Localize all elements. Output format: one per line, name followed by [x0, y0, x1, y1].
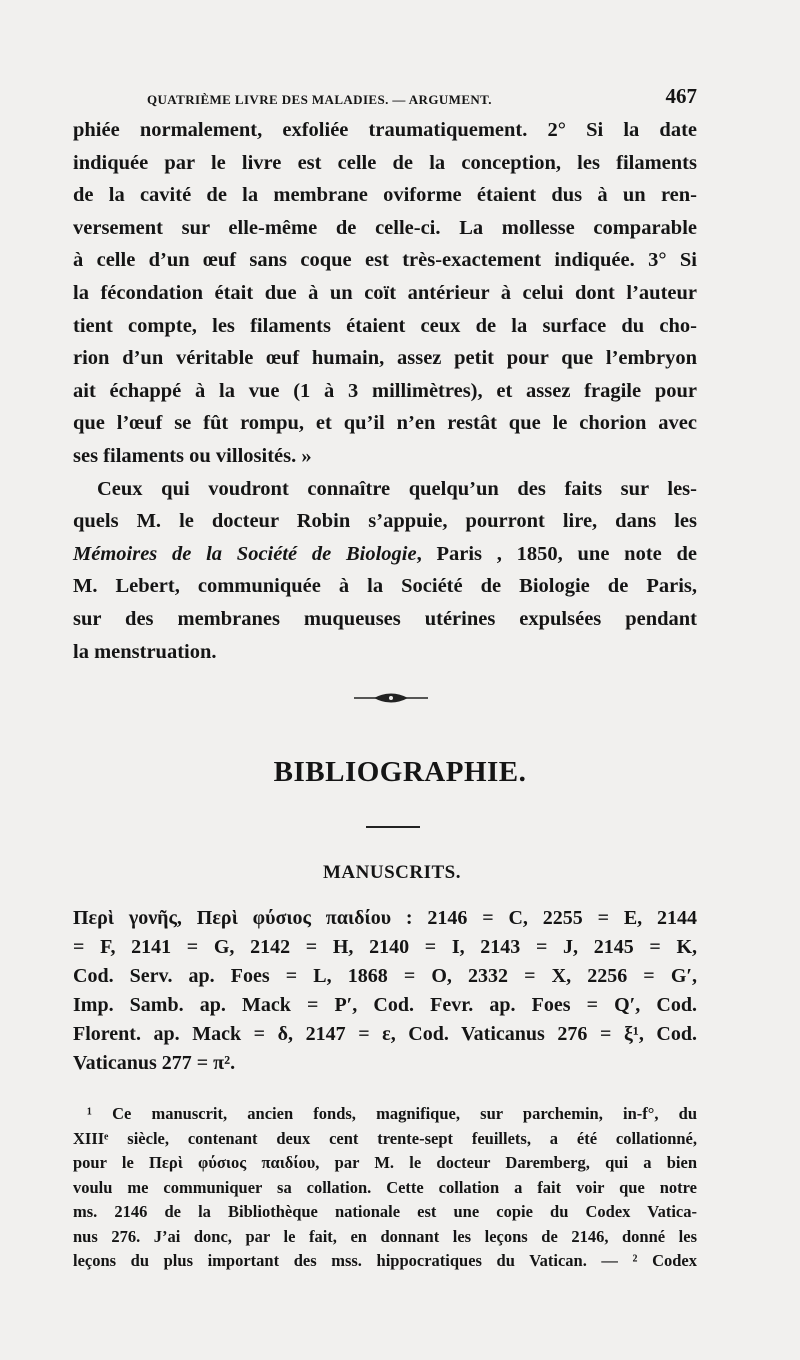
text-line: Cod. Serv. ap. Foes = L, 1868 = O, 2332 = X, 2256 = G′, — [73, 965, 697, 987]
text-line: Περὶ γονῆς, Περὶ φύσιος παιδίου : 2146 = C, 2255 = E, 2144 — [73, 907, 697, 929]
section-title: BIBLIOGRAPHIE. — [273, 756, 527, 788]
footnote-line: ¹ Ce manuscrit, ancien fonds, magnifique, sur parchemin, in-f°, du — [87, 1104, 697, 1123]
text-line: = F, 2141 = G, 2142 = H, 2140 = I, 2143 = J, 2145 = K, — [73, 936, 697, 958]
text-line: sur des membranes muqueuses utérines expulsées pendant — [73, 607, 697, 630]
text-line: Vaticanus 277 = π². — [73, 1052, 236, 1074]
footnote — [73, 1102, 697, 1274]
body-text — [73, 114, 697, 668]
text-line: Florent. ap. Mack = δ, 2147 = ε, Cod. Vaticanus 276 = ξ¹, Cod. — [73, 1023, 697, 1045]
running-title: QUATRIÈME LIVRE DES MALADIES. — ARGUMENT. — [147, 92, 492, 107]
text-line: ait échappé à la vue (1 à 3 millimètres), et assez fragile pour — [73, 379, 697, 402]
footnote-line: leçons du plus important des mss. hippocratiques du Vatican. — ² Codex — [73, 1251, 697, 1270]
section-rule — [366, 826, 420, 828]
ornament-divider — [352, 690, 430, 706]
paragraph-1 — [73, 114, 697, 473]
footnote-line: pour le Περὶ φύσιος παιδίου, par M. le docteur Daremberg, qui a bien — [73, 1153, 697, 1172]
text-line — [73, 538, 697, 571]
text-line: indiquée par le livre est celle de la conception, les filaments — [73, 151, 697, 174]
text-line: que l’œuf se fût rompu, et qu’il n’en restât que le chorion avec — [73, 412, 697, 435]
text-line: rion d’un véritable œuf humain, assez petit pour que l’embryon — [73, 347, 697, 370]
manuscripts-list — [73, 904, 697, 1078]
text-line: phiée normalement, exfoliée traumatiquement. 2° Si la date — [73, 119, 697, 141]
page-header — [73, 86, 697, 112]
footnote-line: nus 276. J’ai donc, par le fait, en donnant les leçons de 2146, donné les — [73, 1226, 697, 1246]
text-line: tient compte, les filaments étaient ceux de la surface du cho- — [73, 314, 697, 337]
text-line: quels M. le docteur Robin s’appuie, pourront lire, dans les — [73, 510, 697, 533]
text-line: la menstruation. — [73, 640, 217, 663]
text-line: à celle d’un œuf sans coque est très-exactement indiquée. 3° Si — [73, 249, 697, 272]
footnote-line: ms. 2146 de la Bibliothèque nationale est une copie du Codex Vatica- — [73, 1202, 697, 1221]
text-line: Ceux qui voudront connaître quelqu’un des faits sur les- — [97, 477, 697, 500]
text-line: de la cavité de la membrane oviforme étaient dus à un ren- — [73, 184, 697, 207]
text-line: ses filaments ou villosités. » — [73, 444, 312, 467]
footnote-line: voulu me communiquer sa collation. Cette collation a fait voir que notre — [73, 1177, 697, 1197]
journal-title: Mémoires de la Société de Biologie — [73, 542, 417, 565]
page-number: 467 — [665, 84, 697, 108]
text-fragment: , Paris , 1850, une note de — [416, 542, 697, 565]
text-line: Imp. Samb. ap. Mack = P′, Cod. Fevr. ap. Foes = Q′, Cod. — [73, 994, 697, 1016]
text-line: M. Lebert, communiquée à la Société de Biologie de Paris, — [73, 575, 697, 598]
text-line: versement sur elle-même de celle-ci. La mollesse comparable — [73, 216, 697, 239]
footnote-line: XIIIᵉ siècle, contenant deux cent trente-sept feuillets, a été collationné, — [73, 1128, 697, 1148]
paragraph-2 — [73, 473, 697, 669]
subsection-title: MANUSCRITS. — [323, 862, 461, 883]
text-line: la fécondation était due à un coït antérieur à celui dont l’auteur — [73, 281, 697, 304]
